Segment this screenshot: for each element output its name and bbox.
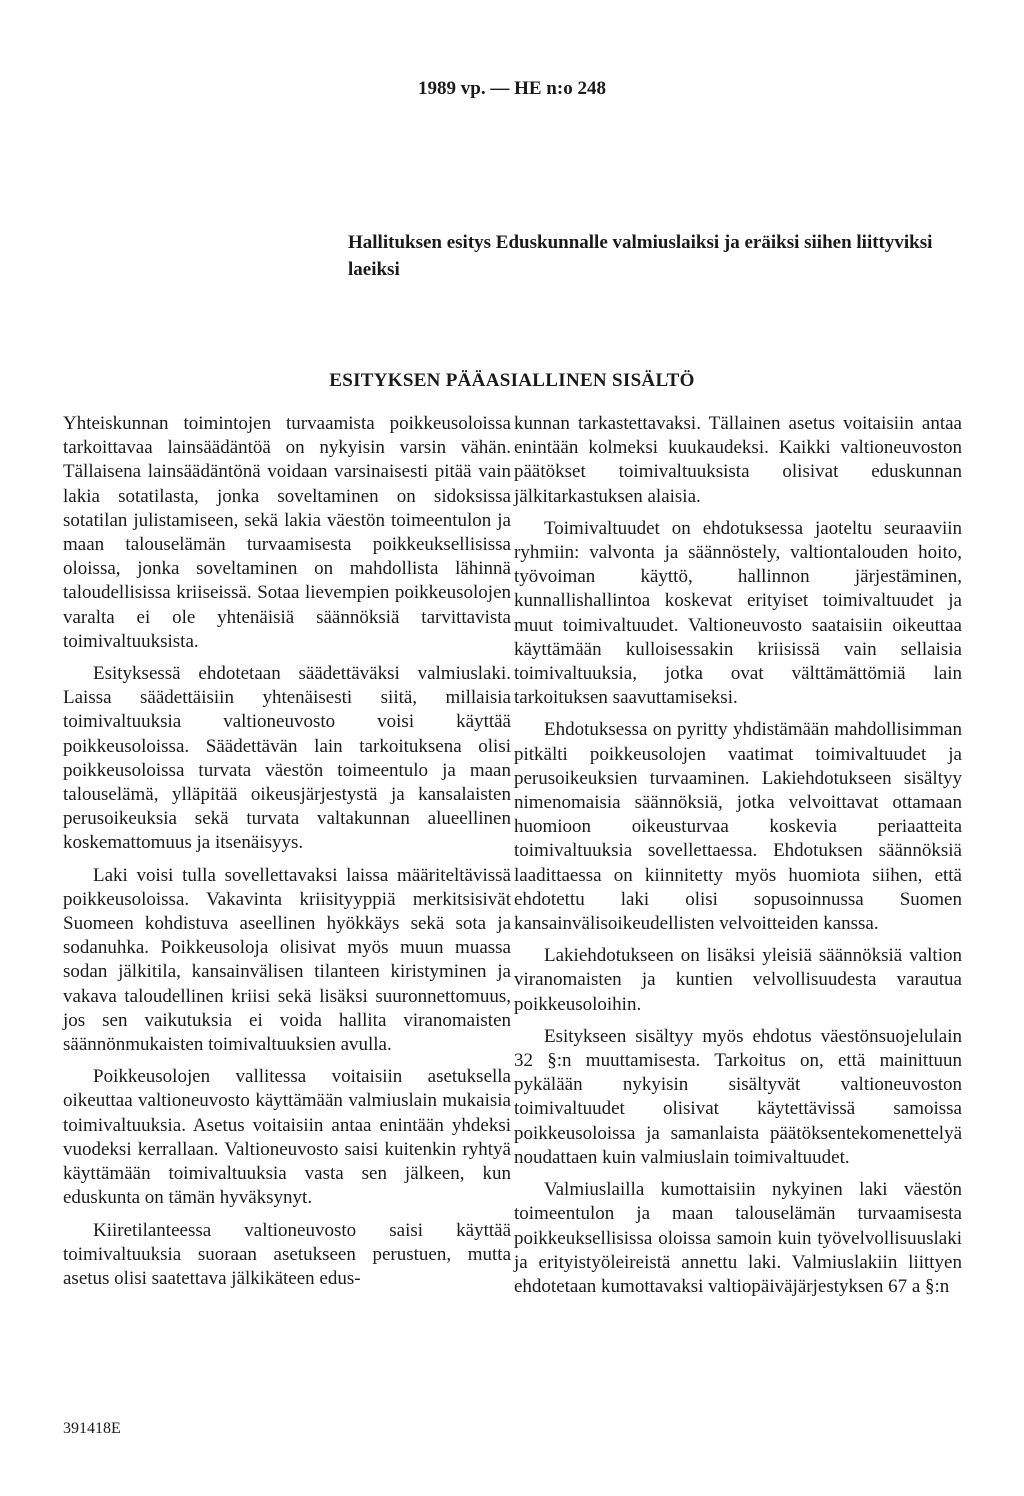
paragraph: Valmiuslailla kumottaisiin nykyinen laki väestön toimeentulon ja maan talouselämän turvaamisesta poikkeuksellisissa oloissa samoin kuin työvelvollisuuslaki ja erityistyöleireistä annettu laki. Valmiuslakiin liittyen ehdotetaan kumottavaksi valtiopäiväjärjestyksen 67 a §:n <box>514 1179 962 1297</box>
paragraph: Esitykseen sisältyy myös ehdotus väestönsuojelulain 32 §:n muuttamisesta. Tarkoitus on, että mainittuun pykälään nykyisin sisältyvät valtioneuvoston toimivaltuudet olisivat käytettävissä samoissa poikkeusoloissa ja samanlaista päätöksentekomenettelyä noudattaen kuin valmiuslain toimivaltuudet. <box>514 1025 962 1168</box>
paragraph: kunnan tarkastettavaksi. Tällainen asetus voitaisiin antaa enintään kolmeksi kuukaudeksi. Kaikki valtioneuvoston päätökset toimivaltuuksista olisivat eduskunnan jälkitarkastuksen alaisia. <box>514 413 962 507</box>
section-heading: ESITYKSEN PÄÄASIALLINEN SISÄLTÖ <box>329 370 695 391</box>
paragraph: Ehdotuksessa on pyritty yhdistämään mahdollisimman pitkälti poikkeusolojen vaatimat toimivaltuudet ja perusoikeuksien turvaaminen. Lakiehdotukseen sisältyy nimenomaisia säännöksiä, jotka velvoittavat ottamaan huomioon oikeusturvaa koskevia periaatteita toimivaltuuksia sovellettaessa. Ehdotuksen säännöksiä laadittaessa on kiinnitetty myös huomiota siihen, että ehdotettu laki olisi sopusoinnussa Suomen kansainvälisoikeudellisten velvoitteiden kanssa. <box>514 719 962 935</box>
right-column <box>514 412 962 1307</box>
left-column <box>63 412 511 1299</box>
page-header: 1989 vp. — HE n:o 248 <box>418 78 606 99</box>
paragraph: Laki voisi tulla sovellettavaksi laissa määriteltävissä poikkeusoloissa. Vakavinta kriisityyppiä merkitsisivät Suomeen kohdistuva aseellinen hyökkäys sekä sota ja sodanuhka. Poikkeusoloja olisivat myös muun muassa sodan jälkitila, kansainvälisen tilanteen kiristyminen ja vakava taloudellinen kriisi sekä lisäksi suuronnettomuus, jos sen vaikutuksia ei voida hallita viranomaisten säännönmukaisten toimivaltuuksien avulla. <box>63 864 511 1056</box>
paragraph: Toimivaltuudet on ehdotuksessa jaoteltu seuraaviin ryhmiin: valvonta ja säännöstely, valtiontalouden hoito, työvoiman käyttö, hallinnon järjestäminen, kunnallishallintoa koskevat erityiset toimivaltuudet ja muut toimivaltuudet. Valtioneuvosto saataisiin oikeuttaa käyttämään kulloisessakin kriisissä vain sellaisia toimivaltuuksia, jotka ovat välttämättömiä lain tarkoituksen saavuttamiseksi. <box>514 517 962 709</box>
document-title: Hallituksen esitys Eduskunnalle valmiuslaiksi ja eräiksi siihen liittyviksi laeiksi <box>348 232 933 280</box>
paragraph: Esityksessä ehdotetaan säädettäväksi valmiuslaki. Laissa säädettäisiin yhtenäisesti siitä, millaisia toimivaltuuksia valtioneuvosto voisi käyttää poikkeusoloissa. Säädettävän lain tarkoituksena olisi poikkeusoloissa turvata väestön toimeentulo ja maan talouselämä, ylläpitää oikeusjärjestystä ja kansalaisten perusoikeuksia sekä turvata valtakunnan alueellinen koskemattomuus ja itsenäisyys. <box>63 663 511 854</box>
paragraph: Kiiretilanteessa valtioneuvosto saisi käyttää toimivaltuuksia suoraan asetukseen perustuen, mutta asetus olisi saatettava jälkikäteen edus- <box>63 1219 511 1289</box>
document-code: 391418E <box>63 1420 121 1437</box>
paragraph: Yhteiskunnan toimintojen turvaamista poikkeusoloissa tarkoittavaa lainsäädäntöä on nykyisin varsin vähän. Tällaisena lainsäädäntönä voidaan varsinaisesti pitää vain lakia sotatilasta, jonka soveltaminen on sidoksissa sotatilan julistamiseen, sekä lakia väestön toimeentulon ja maan talouselämän turvaamisesta poikkeuksellisissa oloissa, jonka soveltaminen on mahdollista lähinnä taloudellisissa kriiseissä. Sotaa lievempien poikkeusolojen varalta ei ole yhtenäisiä säännöksiä tarvittavista toimivaltuuksista. <box>63 413 511 652</box>
paragraph: Lakiehdotukseen on lisäksi yleisiä säännöksiä valtion viranomaisten ja kuntien velvollisuudesta varautua poikkeusoloihin. <box>514 945 962 1015</box>
paragraph: Poikkeusolojen vallitessa voitaisiin asetuksella oikeuttaa valtioneuvosto käyttämään valmiuslain mukaisia toimivaltuuksia. Asetus voitaisiin antaa enintään yhdeksi vuodeksi kerrallaan. Valtioneuvosto saisi kuitenkin ryhtyä käyttämään toimivaltuuksia vasta sen jälkeen, kun eduskunta on tämän hyväksynyt. <box>63 1066 511 1209</box>
